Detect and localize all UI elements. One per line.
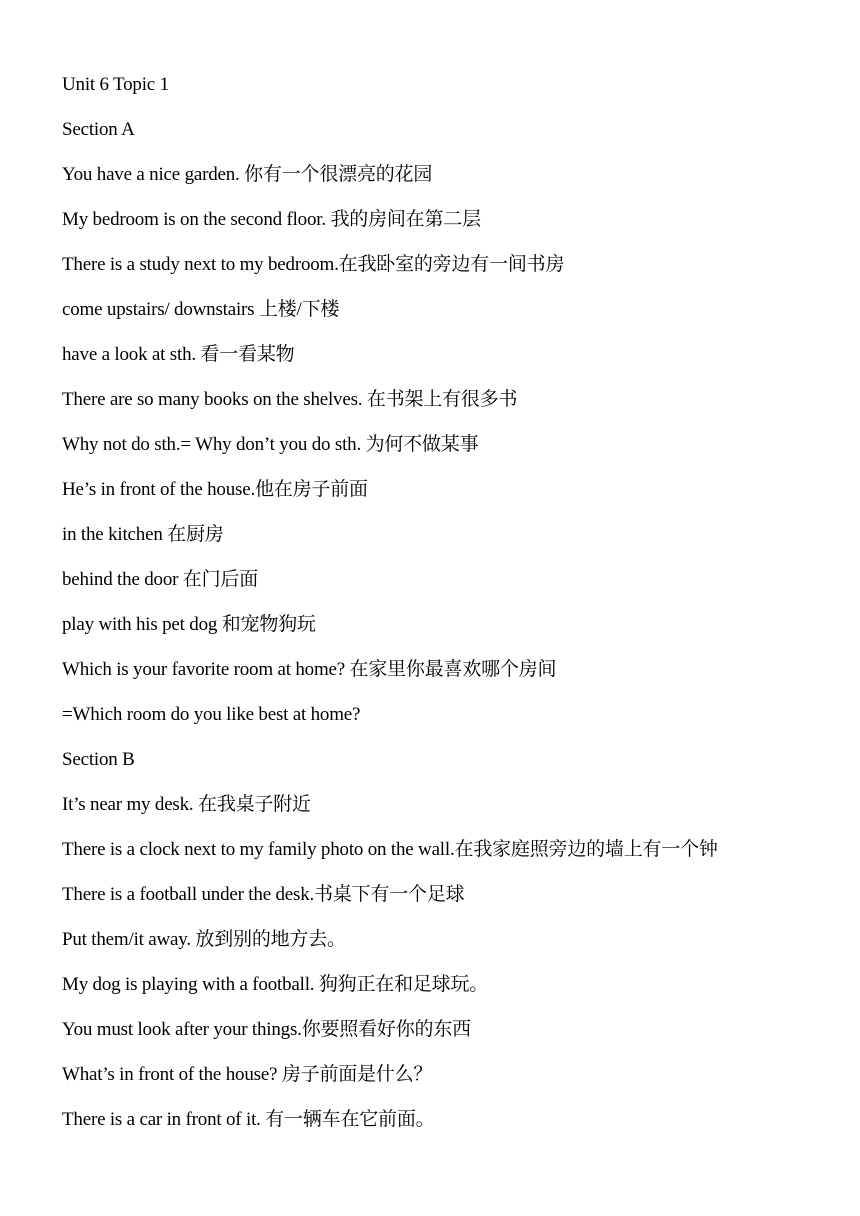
unit-title: Unit 6 Topic 1	[62, 74, 169, 95]
text-line: play with his pet dog 和宠物狗玩	[62, 614, 316, 635]
section-b-heading: Section B	[62, 749, 135, 770]
text-line: You must look after your things.你要照看好你的东西	[62, 1019, 471, 1040]
text-line: come upstairs/ downstairs 上楼/下楼	[62, 299, 340, 320]
text-line: Why not do sth.= Why don’t you do sth. 为何不做某事	[62, 434, 479, 455]
text-line: What’s in front of the house? 房子前面是什么？	[62, 1064, 433, 1085]
text-line: My dog is playing with a football. 狗狗正在和足球玩。	[62, 974, 489, 995]
text-line: have a look at sth. 看一看某物	[62, 344, 295, 365]
text-line: in the kitchen 在厨房	[62, 524, 224, 545]
text-line: There is a study next to my bedroom.在我卧室的旁边有一间书房	[62, 254, 565, 275]
document-page	[62, 71, 842, 1151]
text-line: Which is your favorite room at home? 在家里你最喜欢哪个房间	[62, 659, 557, 680]
section-a-heading: Section A	[62, 119, 135, 140]
text-line: =Which room do you like best at home?	[62, 704, 361, 725]
text-line: You have a nice garden. 你有一个很漂亮的花园	[62, 164, 433, 185]
text-line: behind the door 在门后面	[62, 569, 259, 590]
text-line: There is a clock next to my family photo on the wall.在我家庭照旁边的墙上有一个钟	[62, 839, 718, 860]
text-line: Put them/it away. 放到别的地方去。	[62, 929, 346, 950]
text-line: There is a football under the desk.书桌下有一个足球	[62, 884, 465, 905]
text-line: There are so many books on the shelves. 在书架上有很多书	[62, 389, 518, 410]
text-line: He’s in front of the house.他在房子前面	[62, 479, 368, 500]
text-line: There is a car in front of it. 有一辆车在它前面。	[62, 1109, 435, 1130]
text-line: My bedroom is on the second floor. 我的房间在第二层	[62, 209, 481, 230]
text-line: It’s near my desk. 在我桌子附近	[62, 794, 311, 815]
